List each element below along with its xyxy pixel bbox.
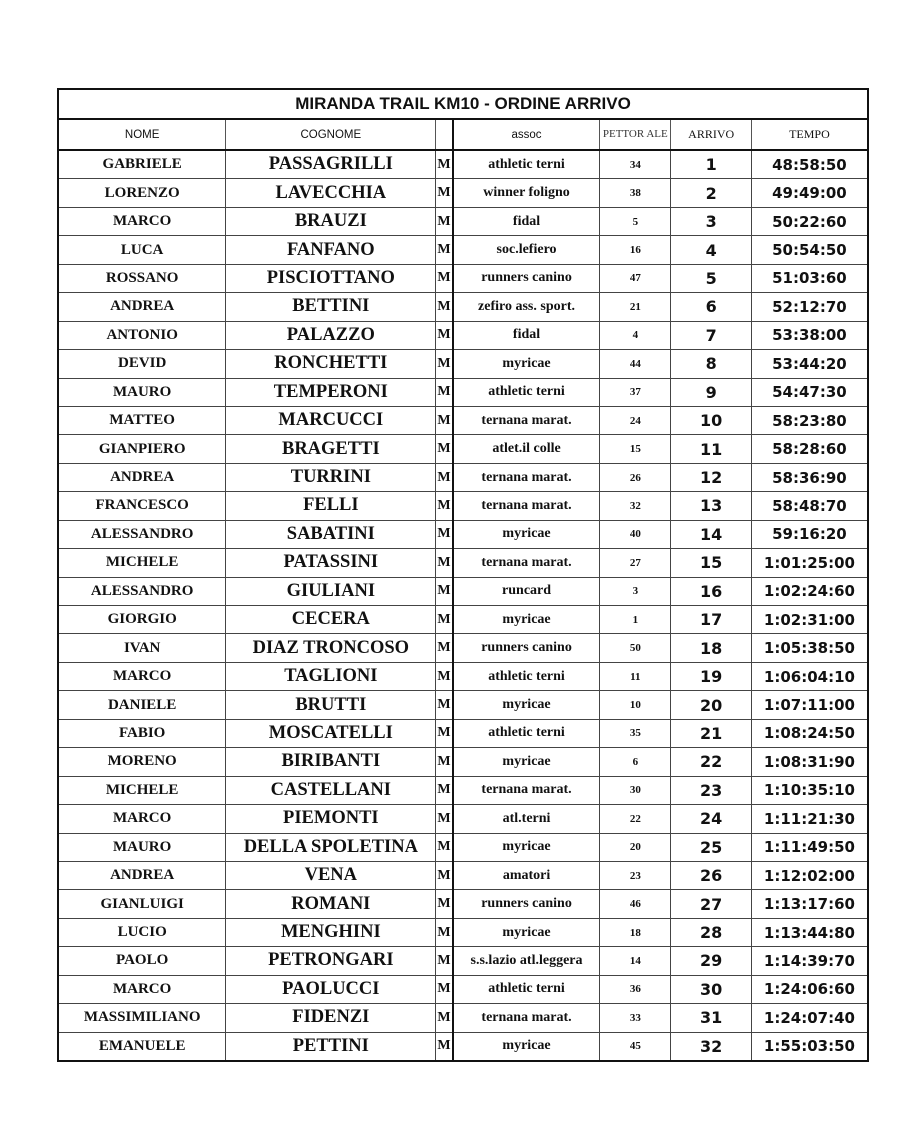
cell-tempo: 1:05:38:50 — [751, 634, 867, 662]
cell-arrivo: 32 — [671, 1032, 751, 1060]
cell-assoc: runners canino — [453, 264, 600, 292]
table-row — [59, 691, 867, 719]
cell-pettorale: 34 — [600, 150, 671, 179]
cell-sex: M — [436, 833, 453, 861]
header-row — [59, 120, 867, 150]
cell-assoc: winner foligno — [453, 179, 600, 207]
cell-cognome: TEMPERONI — [226, 378, 436, 406]
cell-pettorale: 16 — [600, 236, 671, 264]
cell-pettorale: 4 — [600, 321, 671, 349]
cell-cognome: TURRINI — [226, 463, 436, 491]
cell-assoc: fidal — [453, 321, 600, 349]
cell-cognome: ROMANI — [226, 890, 436, 918]
cell-sex: M — [436, 947, 453, 975]
cell-assoc: fidal — [453, 207, 600, 235]
cell-assoc: s.s.lazio atl.leggera — [453, 947, 600, 975]
cell-nome: EMANUELE — [59, 1032, 226, 1060]
cell-nome: DANIELE — [59, 691, 226, 719]
cell-assoc: runcard — [453, 577, 600, 605]
cell-arrivo: 7 — [671, 321, 751, 349]
header-nome: NOME — [59, 120, 226, 150]
cell-sex: M — [436, 549, 453, 577]
header-tempo: TEMPO — [751, 120, 867, 150]
cell-pettorale: 26 — [600, 463, 671, 491]
cell-arrivo: 6 — [671, 293, 751, 321]
cell-pettorale: 10 — [600, 691, 671, 719]
cell-pettorale: 11 — [600, 662, 671, 690]
table-row — [59, 179, 867, 207]
cell-sex: M — [436, 748, 453, 776]
cell-assoc: atl.terni — [453, 805, 600, 833]
cell-arrivo: 22 — [671, 748, 751, 776]
cell-tempo: 51:03:60 — [751, 264, 867, 292]
cell-pettorale: 5 — [600, 207, 671, 235]
cell-assoc: runners canino — [453, 890, 600, 918]
cell-arrivo: 13 — [671, 492, 751, 520]
cell-arrivo: 1 — [671, 150, 751, 179]
cell-tempo: 48:58:50 — [751, 150, 867, 179]
cell-nome: ALESSANDRO — [59, 520, 226, 548]
cell-tempo: 50:22:60 — [751, 207, 867, 235]
cell-tempo: 1:14:39:70 — [751, 947, 867, 975]
cell-arrivo: 5 — [671, 264, 751, 292]
cell-sex: M — [436, 691, 453, 719]
cell-tempo: 1:13:44:80 — [751, 918, 867, 946]
cell-cognome: PAOLUCCI — [226, 975, 436, 1003]
cell-cognome: MARCUCCI — [226, 406, 436, 434]
cell-arrivo: 2 — [671, 179, 751, 207]
cell-tempo: 1:08:31:90 — [751, 748, 867, 776]
cell-assoc: ternana marat. — [453, 1004, 600, 1032]
cell-tempo: 54:47:30 — [751, 378, 867, 406]
cell-nome: DEVID — [59, 350, 226, 378]
table-row — [59, 606, 867, 634]
cell-cognome: PASSAGRILLI — [226, 150, 436, 179]
cell-assoc: myricae — [453, 748, 600, 776]
cell-sex: M — [436, 435, 453, 463]
table-row — [59, 378, 867, 406]
cell-arrivo: 15 — [671, 549, 751, 577]
cell-pettorale: 20 — [600, 833, 671, 861]
cell-nome: ANDREA — [59, 293, 226, 321]
cell-cognome: BRAGETTI — [226, 435, 436, 463]
cell-nome: GIANLUIGI — [59, 890, 226, 918]
cell-pettorale: 40 — [600, 520, 671, 548]
cell-assoc: myricae — [453, 520, 600, 548]
cell-tempo: 53:38:00 — [751, 321, 867, 349]
cell-sex: M — [436, 634, 453, 662]
table-row — [59, 492, 867, 520]
cell-arrivo: 18 — [671, 634, 751, 662]
cell-sex: M — [436, 406, 453, 434]
cell-nome: MAURO — [59, 378, 226, 406]
cell-tempo: 58:23:80 — [751, 406, 867, 434]
cell-tempo: 1:12:02:00 — [751, 861, 867, 889]
cell-cognome: DELLA SPOLETINA — [226, 833, 436, 861]
header-assoc: assoc — [453, 120, 600, 150]
cell-cognome: BETTINI — [226, 293, 436, 321]
cell-nome: GIORGIO — [59, 606, 226, 634]
cell-nome: PAOLO — [59, 947, 226, 975]
cell-arrivo: 30 — [671, 975, 751, 1003]
cell-sex: M — [436, 861, 453, 889]
table-header — [59, 120, 867, 150]
cell-sex: M — [436, 662, 453, 690]
cell-pettorale: 47 — [600, 264, 671, 292]
table-row — [59, 890, 867, 918]
cell-pettorale: 32 — [600, 492, 671, 520]
cell-sex: M — [436, 350, 453, 378]
cell-tempo: 1:24:06:60 — [751, 975, 867, 1003]
cell-tempo: 49:49:00 — [751, 179, 867, 207]
table-row — [59, 719, 867, 747]
cell-tempo: 59:16:20 — [751, 520, 867, 548]
cell-nome: FABIO — [59, 719, 226, 747]
table-row — [59, 577, 867, 605]
cell-pettorale: 6 — [600, 748, 671, 776]
cell-pettorale: 35 — [600, 719, 671, 747]
cell-pettorale: 21 — [600, 293, 671, 321]
table-row — [59, 748, 867, 776]
cell-tempo: 1:55:03:50 — [763, 1037, 855, 1056]
header-cognome: COGNOME — [226, 120, 436, 150]
cell-assoc: athletic terni — [453, 719, 600, 747]
cell-cognome: GIULIANI — [226, 577, 436, 605]
cell-nome: ALESSANDRO — [59, 577, 226, 605]
table-row — [59, 805, 867, 833]
cell-arrivo: 26 — [671, 861, 751, 889]
cell-arrivo: 14 — [671, 520, 751, 548]
cell-nome: IVAN — [59, 634, 226, 662]
cell-cognome: VENA — [226, 861, 436, 889]
cell-arrivo: 8 — [671, 350, 751, 378]
table-row — [59, 264, 867, 292]
cell-sex: M — [436, 236, 453, 264]
cell-assoc: zefiro ass. sport. — [453, 293, 600, 321]
cell-pettorale: 27 — [600, 549, 671, 577]
cell-pettorale: 14 — [600, 947, 671, 975]
cell-assoc: ternana marat. — [453, 776, 600, 804]
table-row — [59, 350, 867, 378]
sheet-title: MIRANDA TRAIL KM10 - ORDINE ARRIVO — [59, 90, 867, 120]
cell-cognome: DIAZ TRONCOSO — [226, 634, 436, 662]
cell-cognome: BRUTTI — [226, 691, 436, 719]
cell-sex: M — [436, 1032, 453, 1060]
cell-cognome: PALAZZO — [226, 321, 436, 349]
header-sex — [436, 120, 453, 150]
cell-assoc: myricae — [453, 1032, 600, 1060]
table-row — [59, 463, 867, 491]
table-row — [59, 150, 867, 179]
cell-sex: M — [436, 890, 453, 918]
cell-assoc: athletic terni — [453, 150, 600, 179]
cell-cognome: LAVECCHIA — [226, 179, 436, 207]
cell-pettorale: 15 — [600, 435, 671, 463]
cell-pettorale: 3 — [600, 577, 671, 605]
cell-arrivo: 24 — [671, 805, 751, 833]
cell-cognome: MOSCATELLI — [226, 719, 436, 747]
header-arrivo: ARRIVO — [671, 120, 751, 150]
cell-pettorale: 45 — [600, 1032, 671, 1060]
cell-arrivo: 10 — [671, 406, 751, 434]
cell-tempo: 1:11:49:50 — [751, 833, 867, 861]
table-row — [59, 1004, 867, 1032]
table-row — [59, 549, 867, 577]
cell-nome: MATTEO — [59, 406, 226, 434]
cell-assoc: myricae — [453, 350, 600, 378]
cell-sex: M — [436, 264, 453, 292]
cell-arrivo: 27 — [671, 890, 751, 918]
cell-cognome: PISCIOTTANO — [226, 264, 436, 292]
table-row — [59, 918, 867, 946]
cell-tempo: 1:08:24:50 — [751, 719, 867, 747]
cell-tempo: 50:54:50 — [751, 236, 867, 264]
table-row — [59, 236, 867, 264]
table-row — [59, 293, 867, 321]
cell-cognome: BRAUZI — [226, 207, 436, 235]
cell-tempo: 1:10:35:10 — [751, 776, 867, 804]
cell-nome: ROSSANO — [59, 264, 226, 292]
cell-cognome: CASTELLANI — [226, 776, 436, 804]
table-body — [59, 150, 867, 1060]
cell-nome: MICHELE — [59, 776, 226, 804]
cell-nome: LUCIO — [59, 918, 226, 946]
table-row — [59, 861, 867, 889]
cell-sex: M — [436, 918, 453, 946]
cell-nome: MORENO — [59, 748, 226, 776]
cell-assoc: athletic terni — [453, 662, 600, 690]
cell-nome: GIANPIERO — [59, 435, 226, 463]
cell-cognome: PIEMONTI — [226, 805, 436, 833]
cell-nome: MICHELE — [59, 549, 226, 577]
cell-nome: ANDREA — [59, 861, 226, 889]
cell-tempo: 58:28:60 — [751, 435, 867, 463]
cell-nome: MASSIMILIANO — [59, 1004, 226, 1032]
cell-pettorale: 50 — [600, 634, 671, 662]
cell-cognome: PETRONGARI — [226, 947, 436, 975]
cell-pettorale: 18 — [600, 918, 671, 946]
cell-assoc: athletic terni — [453, 378, 600, 406]
cell-cognome: BIRIBANTI — [226, 748, 436, 776]
cell-tempo: 52:12:70 — [751, 293, 867, 321]
cell-arrivo: 17 — [671, 606, 751, 634]
cell-cognome: FIDENZI — [226, 1004, 436, 1032]
cell-cognome: SABATINI — [226, 520, 436, 548]
cell-cognome: RONCHETTI — [226, 350, 436, 378]
cell-arrivo: 16 — [671, 577, 751, 605]
cell-arrivo: 4 — [671, 236, 751, 264]
table-row — [59, 975, 867, 1003]
cell-tempo: 1:02:24:60 — [751, 577, 867, 605]
cell-sex: M — [436, 293, 453, 321]
table-row — [59, 634, 867, 662]
cell-pettorale: 24 — [600, 406, 671, 434]
cell-tempo: 1:01:25:00 — [751, 549, 867, 577]
cell-cognome: CECERA — [226, 606, 436, 634]
cell-arrivo: 3 — [671, 207, 751, 235]
cell-arrivo: 20 — [671, 691, 751, 719]
cell-arrivo: 9 — [671, 378, 751, 406]
cell-cognome: PATASSINI — [226, 549, 436, 577]
cell-nome: ANTONIO — [59, 321, 226, 349]
table-row — [59, 662, 867, 690]
cell-pettorale: 46 — [600, 890, 671, 918]
cell-nome: MARCO — [59, 975, 226, 1003]
cell-pettorale: 30 — [600, 776, 671, 804]
cell-sex: M — [436, 463, 453, 491]
cell-arrivo: 29 — [671, 947, 751, 975]
cell-arrivo: 21 — [671, 719, 751, 747]
cell-tempo: 1:24:07:40 — [751, 1004, 867, 1032]
cell-tempo: 58:36:90 — [751, 463, 867, 491]
cell-pettorale: 38 — [600, 179, 671, 207]
cell-arrivo: 25 — [671, 833, 751, 861]
cell-cognome: FANFANO — [226, 236, 436, 264]
cell-tempo: 1:02:31:00 — [751, 606, 867, 634]
cell-arrivo: 23 — [671, 776, 751, 804]
table-row — [59, 207, 867, 235]
cell-sex: M — [436, 1004, 453, 1032]
table-row — [59, 833, 867, 861]
cell-sex: M — [436, 321, 453, 349]
cell-nome: GABRIELE — [59, 150, 226, 179]
cell-arrivo: 28 — [671, 918, 751, 946]
cell-pettorale: 36 — [600, 975, 671, 1003]
cell-assoc: myricae — [453, 918, 600, 946]
cell-assoc: runners canino — [453, 634, 600, 662]
cell-sex: M — [436, 719, 453, 747]
cell-cognome: TAGLIONI — [226, 662, 436, 690]
cell-assoc: amatori — [453, 861, 600, 889]
cell-pettorale: 1 — [600, 606, 671, 634]
cell-sex: M — [436, 378, 453, 406]
cell-pettorale: 22 — [600, 805, 671, 833]
cell-tempo: 53:44:20 — [751, 350, 867, 378]
table-row — [59, 1032, 867, 1060]
cell-tempo: 1:13:17:60 — [751, 890, 867, 918]
cell-assoc: myricae — [453, 606, 600, 634]
cell-cognome: MENGHINI — [226, 918, 436, 946]
cell-cognome: FELLI — [226, 492, 436, 520]
cell-tempo: 1:11:21:30 — [751, 805, 867, 833]
cell-sex: M — [436, 606, 453, 634]
cell-assoc: myricae — [453, 691, 600, 719]
cell-nome: LORENZO — [59, 179, 226, 207]
cell-sex: M — [436, 207, 453, 235]
cell-sex: M — [436, 805, 453, 833]
cell-pettorale: 23 — [600, 861, 671, 889]
cell-sex: M — [436, 520, 453, 548]
cell-assoc: atlet.il colle — [453, 435, 600, 463]
cell-nome: MARCO — [59, 207, 226, 235]
cell-arrivo: 19 — [671, 662, 751, 690]
cell-sex: M — [436, 577, 453, 605]
cell-nome: MARCO — [59, 662, 226, 690]
table-row — [59, 776, 867, 804]
table-row — [59, 520, 867, 548]
cell-pettorale: 33 — [600, 1004, 671, 1032]
cell-arrivo: 12 — [671, 463, 751, 491]
cell-assoc: ternana marat. — [453, 549, 600, 577]
cell-tempo: 1:06:04:10 — [751, 662, 867, 690]
cell-sex: M — [436, 492, 453, 520]
cell-assoc: ternana marat. — [453, 463, 600, 491]
cell-cognome: PETTINI — [226, 1032, 436, 1060]
header-pettorale: PETTOR ALE — [600, 120, 671, 150]
cell-pettorale: 37 — [600, 378, 671, 406]
cell-nome: LUCA — [59, 236, 226, 264]
table-row — [59, 947, 867, 975]
cell-tempo: 58:48:70 — [751, 492, 867, 520]
cell-assoc: ternana marat. — [453, 492, 600, 520]
cell-arrivo: 11 — [671, 435, 751, 463]
table-row — [59, 321, 867, 349]
cell-tempo: 1:07:11:00 — [751, 691, 867, 719]
cell-nome: FRANCESCO — [59, 492, 226, 520]
cell-assoc: myricae — [453, 833, 600, 861]
cell-sex: M — [436, 776, 453, 804]
cell-assoc: ternana marat. — [453, 406, 600, 434]
cell-arrivo: 31 — [671, 1004, 751, 1032]
table-row — [59, 435, 867, 463]
cell-assoc: soc.lefiero — [453, 236, 600, 264]
cell-nome: MAURO — [59, 833, 226, 861]
cell-pettorale: 44 — [600, 350, 671, 378]
cell-assoc: athletic terni — [453, 975, 600, 1003]
cell-sex: M — [436, 975, 453, 1003]
cell-nome: MARCO — [59, 805, 226, 833]
cell-nome: ANDREA — [59, 463, 226, 491]
table-row — [59, 406, 867, 434]
results-sheet — [57, 88, 869, 1062]
cell-sex: M — [436, 150, 453, 179]
cell-sex: M — [436, 179, 453, 207]
results-table — [59, 120, 867, 1060]
